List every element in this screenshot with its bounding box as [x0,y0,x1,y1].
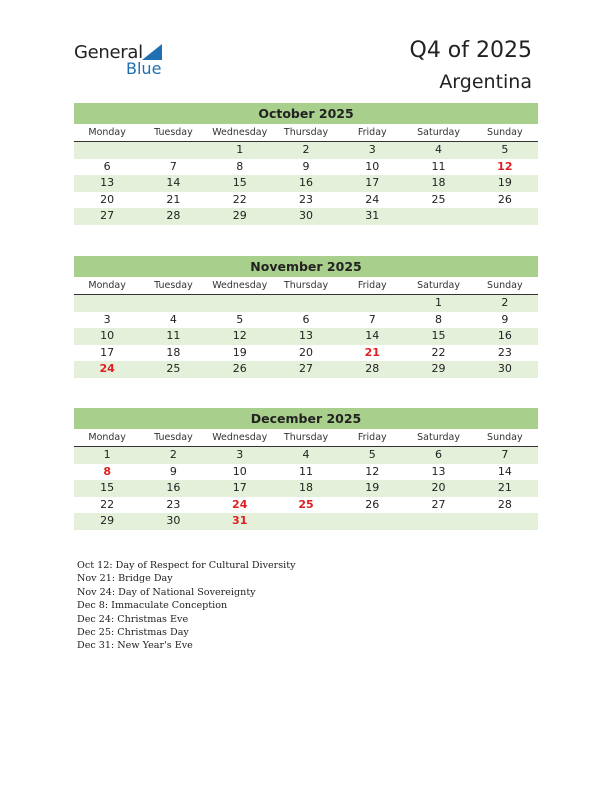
week-row [74,328,538,345]
holiday-note: Nov 24: Day of National Sovereignty [77,586,256,598]
week-row [74,447,538,464]
day-cell: 14 [365,329,380,342]
day-cell: 28 [365,362,380,375]
day-cell: 25 [431,192,446,206]
day-cell: 12 [232,329,247,342]
day-cell: 9 [169,464,177,478]
weekday-label: Tuesday [154,432,193,443]
day-cell: 8 [435,312,443,326]
weekday-label: Tuesday [154,127,193,138]
week-row [74,361,538,378]
day-cell: 6 [302,312,310,326]
weekday-label: Monday [88,127,126,138]
day-cell: 8 [236,159,244,173]
weekday-label: Tuesday [154,280,193,291]
day-cell: 6 [435,448,443,461]
weekday-label: Sunday [487,127,523,138]
day-cell: 23 [166,497,181,511]
day-cell: 22 [431,345,446,359]
day-cell: 5 [368,448,376,461]
weekday-label: Friday [357,127,387,138]
weekday-label: Sunday [487,432,523,443]
day-cell [140,295,206,312]
day-cell: 31 [365,209,380,222]
week-row [74,159,538,176]
holiday-day-cell: 24 [99,362,115,375]
weekday-label: Saturday [417,127,460,138]
day-cell: 16 [497,329,512,342]
day-cell: 23 [497,345,512,359]
weekday-label: Wednesday [212,127,268,138]
holiday-day-cell: 12 [497,159,513,173]
day-cell: 11 [166,329,181,342]
day-cell: 13 [100,176,115,189]
week-row [74,208,538,225]
day-cell: 16 [166,481,181,494]
day-cell: 7 [501,448,509,461]
holiday-day-cell: 24 [232,497,248,511]
day-cell: 12 [365,464,380,478]
day-cell: 9 [501,312,509,326]
week-row [74,175,538,192]
day-cell [472,513,538,530]
day-cell [472,208,538,225]
holiday-day-cell: 8 [103,464,111,478]
day-cell: 19 [497,176,512,189]
day-cell: 3 [368,143,376,156]
weekday-label: Thursday [283,127,329,138]
day-cell: 30 [298,209,313,222]
day-cell: 10 [232,464,247,478]
day-cell: 25 [166,362,181,375]
day-cell [405,208,471,225]
day-cell: 15 [431,329,446,342]
day-cell: 26 [232,362,247,375]
weekday-header-row [74,277,538,295]
day-cell: 10 [100,329,115,342]
day-cell: 3 [236,448,244,461]
day-cell: 26 [365,497,380,511]
day-cell: 7 [368,312,376,326]
day-cell: 24 [365,192,380,206]
day-cell: 11 [298,464,313,478]
day-cell: 27 [298,362,313,375]
day-cell [405,513,471,530]
day-cell: 13 [431,464,446,478]
month-calendar [74,103,538,225]
day-cell: 21 [497,481,512,494]
week-row [74,480,538,497]
day-cell [339,295,405,312]
day-cell: 18 [431,176,446,189]
day-cell: 14 [497,464,512,478]
day-cell: 10 [365,159,380,173]
day-cell: 2 [169,448,177,461]
weekday-header-row [74,124,538,142]
holiday-note: Nov 21: Bridge Day [77,573,173,585]
week-row [74,497,538,514]
holiday-note: Dec 24: Christmas Eve [77,613,189,625]
day-cell: 2 [501,296,509,309]
week-row [74,345,538,362]
logo-triangle-icon [142,44,162,60]
logo [74,42,174,78]
holiday-day-cell: 21 [364,345,380,359]
holiday-note: Oct 12: Day of Respect for Cultural Diversity [77,560,296,571]
weekday-label: Sunday [487,280,523,291]
day-cell: 5 [501,143,509,156]
day-cell: 9 [302,159,310,173]
holiday-note: Dec 31: New Year's Eve [77,640,193,652]
day-cell: 20 [431,481,446,494]
day-cell: 14 [166,176,181,189]
weekday-header-row [74,429,538,447]
day-cell: 3 [103,312,111,326]
day-cell: 17 [365,176,380,189]
weekday-label: Saturday [417,280,460,291]
day-cell [207,295,273,312]
day-cell: 29 [431,362,446,375]
day-cell: 30 [166,514,181,527]
week-row [74,312,538,329]
weekday-label: Monday [88,280,126,291]
day-cell: 19 [232,345,247,359]
holiday-note: Dec 8: Immaculate Conception [77,600,228,612]
logo-general-text: General [74,42,143,63]
week-row [74,142,538,159]
day-cell: 22 [100,497,115,511]
weekday-label: Monday [88,432,126,443]
day-cell: 4 [435,143,443,156]
day-cell: 11 [431,159,446,173]
weekday-label: Thursday [283,280,329,291]
week-row [74,192,538,209]
day-cell [339,513,405,530]
day-cell [74,295,140,312]
holiday-notes [77,559,296,653]
day-cell: 4 [302,448,310,461]
week-row [74,464,538,481]
month-title: December 2025 [74,408,538,429]
weekday-label: Thursday [283,432,329,443]
weekday-label: Wednesday [212,432,268,443]
page-title: Q4 of 2025 [409,38,532,63]
day-cell: 15 [232,176,247,189]
month-title: November 2025 [74,256,538,277]
day-cell: 21 [166,192,181,206]
day-cell [273,513,339,530]
day-cell: 19 [365,481,380,494]
weekday-label: Saturday [417,432,460,443]
day-cell: 27 [431,497,446,511]
week-row [74,513,538,530]
day-cell: 4 [169,312,177,326]
day-cell: 22 [232,192,247,206]
day-cell: 1 [435,296,443,309]
day-cell: 7 [169,159,177,173]
day-cell: 17 [232,481,247,494]
day-cell: 28 [166,209,181,222]
day-cell: 6 [103,159,111,173]
weekday-label: Friday [357,280,387,291]
day-cell: 26 [497,192,512,206]
week-row [74,295,538,312]
holiday-note: Dec 25: Christmas Day [77,627,189,639]
day-cell: 18 [166,345,181,359]
day-cell: 28 [497,497,512,511]
day-cell: 27 [100,209,115,222]
day-cell: 29 [100,514,115,527]
month-title: October 2025 [74,103,538,124]
day-cell: 2 [302,143,310,156]
day-cell: 30 [497,362,512,375]
holiday-day-cell: 31 [232,514,248,527]
day-cell: 20 [100,192,115,206]
day-cell: 29 [232,209,247,222]
day-cell: 16 [298,176,313,189]
day-cell: 15 [100,481,115,494]
day-cell: 13 [298,329,313,342]
day-cell: 18 [298,481,313,494]
weekday-label: Friday [357,432,387,443]
day-cell: 23 [298,192,313,206]
day-cell: 5 [236,312,244,326]
logo-blue-text: Blue [126,59,162,78]
day-cell: 1 [236,143,244,156]
day-cell: 20 [298,345,313,359]
day-cell: 1 [103,448,111,461]
month-calendar [74,256,538,378]
weekday-label: Wednesday [212,280,268,291]
day-cell [140,142,206,159]
country-subtitle: Argentina [439,71,532,93]
month-calendar [74,408,538,530]
day-cell: 17 [100,345,115,359]
day-cell [273,295,339,312]
holiday-day-cell: 25 [298,497,314,511]
day-cell [74,142,140,159]
